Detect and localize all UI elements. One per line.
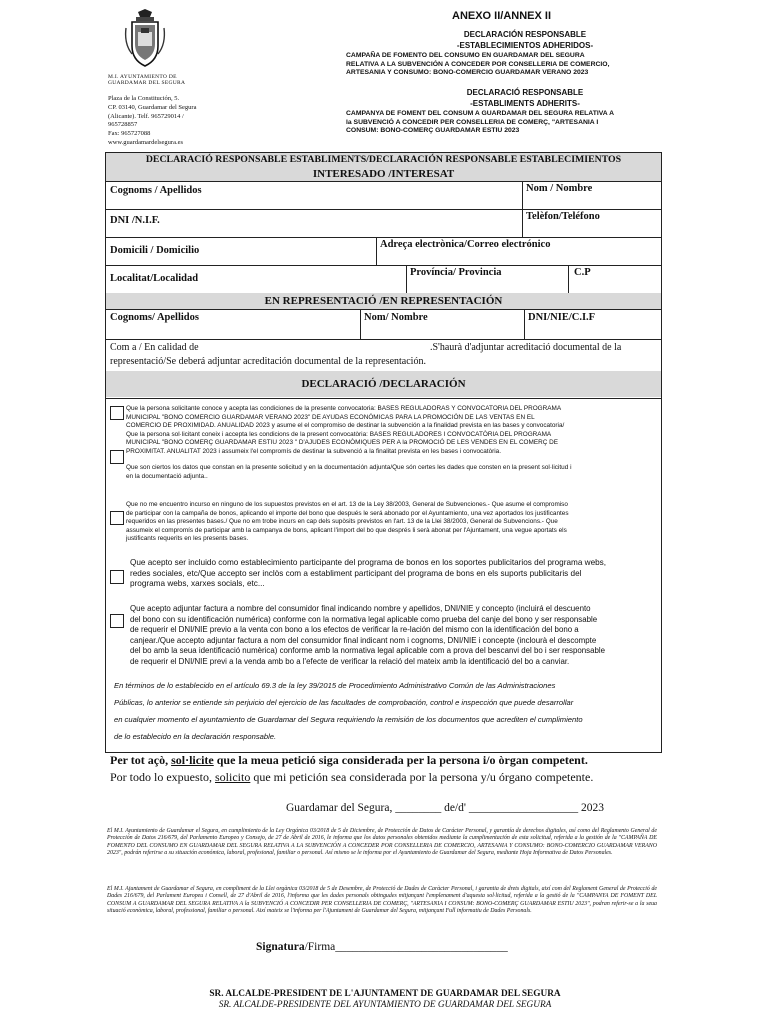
- postal-code-label: C.P: [574, 267, 591, 278]
- declaration-text-line: Que la persona solicitante conoce y acepta las condiciones de la presente convocatoria: BASES REGULADORAS Y CONVOCATORIA DEL PROGRAMA: [126, 405, 562, 412]
- es-subtitle-line: CAMPAÑA DE FOMENTO DEL CONSUMO EN GUARDAMAR DEL SEGURA: [346, 52, 585, 59]
- declaration-text-line: programa webs, xarxes socials, etc...: [130, 579, 265, 589]
- interesado-header: INTERESADO /INTERESAT: [106, 167, 661, 182]
- address-block: [108, 95, 196, 148]
- province-label: Província/ Provincia: [410, 267, 502, 278]
- legal-notice-line: de lo establecido en la declaración responsable.: [114, 732, 277, 741]
- declaration-text-line: del bo amb la seua identificació numèrica) conforme amb la normativa legal aplicable com a prova del bescanvi del bo i ser responsable: [130, 646, 606, 656]
- email-label: Adreça electrònica/Correo electrónico: [380, 239, 551, 250]
- surname-label: Cognoms / Apellidos: [110, 185, 202, 196]
- declaration-text-line: assumeix el compromís de participar amb la campanya de bons, aplicant l'import del bo que després li serà abonat per l'Ajuntament, una vegue aportats els: [126, 526, 567, 534]
- request-es-verb: solicito: [215, 770, 251, 784]
- declaration-text-line: redes sociales, etc/Que accepto ser inclòs com a establiment participant del programa de bons en els suports publicitaris del: [130, 568, 582, 578]
- declaration-checkbox-3[interactable]: [110, 511, 124, 525]
- declaration-text-line: MUNICIPAL "BONO COMERÇ GUARDAMAR ESTIU 2023 " D'AJUDES ECONÒMIQUES PER A la PROMOCIÓ DE LES VENDES EN EL COMERÇ DE: [126, 439, 558, 447]
- municipality-name-line1: M.I. AYUNTAMIENTO DE: [108, 74, 177, 80]
- declaration-header: DECLARACIÓ /DECLARACIÓN: [106, 371, 661, 397]
- declaration-text-line: Que son ciertos los datos que constan en la presente solicitud y en la documentación adjunta/Que són certes les dades que consten en la present sol·licitud i: [126, 464, 572, 471]
- va-title-line2: -ESTABLIMENTS ADHERITS-: [470, 99, 580, 108]
- va-subtitle-line: la SUBVENCIÓ A CONCEDIR PER CONSELLERIA DE COMERÇ, "ARTESANIA I: [346, 118, 599, 126]
- declaration-section: [105, 397, 662, 753]
- row-locality-province: [106, 265, 661, 294]
- address-line: 965728857: [108, 121, 138, 129]
- signature-line: [256, 941, 508, 953]
- row-capacity: [106, 339, 661, 372]
- declaration-text-line: Que la persona sol·licitant coneix i accepta les condicions de la present convocatòria: BASES REGULADORES I CONVOCATÒRIA DEL PROGRAMA: [126, 430, 552, 438]
- va-subtitle: [346, 110, 614, 136]
- signature-field: /Firma______________________________: [304, 941, 508, 953]
- address-line: Plaza de la Constitución, 5.: [108, 95, 180, 102]
- declaration-text-line: Que acepto ser incluido como establecimiento participante del programa de bonos en los soportes publicitarios del programa webs,: [130, 558, 607, 567]
- address-line: Fax: 965727088: [108, 130, 151, 138]
- signature-label: Signatura: [256, 941, 305, 953]
- request-valencian: [110, 753, 588, 768]
- row-surname-name: [106, 181, 661, 210]
- declaration-item-1: [126, 405, 656, 457]
- request-spanish: [110, 770, 593, 785]
- declaration-text-line: Que acepto adjuntar factura a nombre del consumidor final indicando nombre y apellidos, DNI/NIE y concepto (incluirá el descuento: [130, 604, 591, 613]
- declaration-text-line: de requerir el DNI/NIE previo a la venta con bono a los efectos de verificar la re-lación del mismo con la identificación del bono a: [130, 625, 579, 635]
- applicant-form: [105, 152, 662, 399]
- es-subtitle-line: RELATIVA A LA SUBVENCIÓN A CONCEDER POR CONSELLERIA DE COMERCIO,: [346, 60, 610, 68]
- row-dni-phone: [106, 209, 661, 238]
- declaration-text-line: Que no me encuentro incurso en ninguno de los supuestos previstos en el art. 13 de la Ley 38/2003, General de Subvenciones.- Que asume el compromiso: [126, 501, 568, 508]
- municipality-name-line2: GUARDAMAR DEL SEGURA: [108, 80, 186, 86]
- privacy-notice-es: El M.I. Ayuntamiento de Guardamar el Segura, en cumplimiento de la Ley Orgánica 03/2018 de 5 de Diciembre, de Protección de Datos de Carácter Personal, y garantía de derechos digitales, así como del Reglamento General de Protección de Datos 216/679, del Parlamento Europeo y Consejo, de 27 de Abril de 2016, le informa que los datos personales obtenidos mediante la cumplimentación de esta solicitud, referida a la gestión de la "CAMPAÑA DE FOMENTO DEL CONSUMO EN GUARDAMAR DEL SEGURA RELATIVA A LA SUBVENCIÓN A CONCEDER POR CONSELLERIA DE COMERCIO, ARTESANIA Y CONSUMO: BONO-COMERCIO GUARDAMAR VERANO 2023", podrán referirse a su situación económica, laboral, profesional, familiar o personal. Así mismo se le informa por el Ayuntamiento de Guardamar del Segura, mediante Hoja Informativa de Datos Personales.: [107, 828, 657, 857]
- declaration-text-line: MUNICIPAL "BONO COMERCIO GUARDAMAR VERANO 2023" DE AYUDAS ECONÓMICAS PARA LA PROMOCIÓN DE LAS VENTAS EN EL: [126, 413, 535, 421]
- legal-notice-line: Públicas, lo anterior se entiende sin perjuicio del ejercicio de las facultades de comprobación, control e inspección que puede desarrollar: [114, 698, 574, 707]
- legal-notice-line: En términos de lo establecido en el artículo 69.3 de la ley 39/2015 de Procedimiento Administrativo Común de las Administraciones: [114, 681, 556, 690]
- va-subtitle-line: CAMPANYA DE FOMENT DEL CONSUM A GUARDAMAR DEL SEGURA RELATIVA A: [346, 110, 614, 117]
- declaration-checkbox-1b[interactable]: [110, 450, 124, 464]
- declaration-text-line: de participar con la campaña de bonos, aplicando el importe del bono que después le será abonado por el Ayuntamiento, una vez aportados los justificantes: [126, 509, 569, 517]
- declaration-text-line: PROXIMITAT. ANUALITAT 2023 i assumeix l'el compromís de destinar la subvenció a la finalitat prevista en les bases i convocatòria.: [126, 447, 501, 455]
- es-title-line1: DECLARACIÓN RESPONSABLE: [463, 30, 587, 39]
- capacity-note-line2: representació/Se deberá adjuntar acreditación documental de la representación.: [110, 356, 426, 367]
- website-link[interactable]: www.guardamardelsegura.es: [108, 138, 184, 146]
- declaration-text-line: del bono con su identificación numérica) conforme con la normativa legal aplicable como prueba del canje del bono y ser responsable: [130, 614, 598, 624]
- request-va-verb: sol·licite: [171, 753, 214, 767]
- privacy-notice-va: El M.I. Ajuntament de Guardamar el Segura, en compliment de la Llei orgànica 03/2018 de 5 de Desembre, de Protecció de Dades de Caràcter Personal, i garantia de drets digitals, així com del Reglament General de Protecció de Dades 216/679, del Parlament Europeu i Consell, de 27 d'Abril de 2016, l'informa que les dades personals obtingudes mitjançant l'emplenament d'aquesta sol·licitud, referida a la gestió de la "CAMPANYA DE FOMENT DEL CONSUM A GUARDAMAR DEL SEGURA RELATIVA A la SUBVENCIÓ A CONCEDIR PER CONSELLERIA DE COMERÇ, "ARTESANIA I CONSUM: BONO-COMERÇ GUARDAMAR ESTIU 2023", podran referir-se a la seua situació econòmica, laboral, professional, familiar o personal. Així mateix se l'informa per l'Ajuntament de Guardamar del Segura, mitjançant Full informatiu de Dades Personals.: [107, 886, 657, 915]
- declaration-item-3: [126, 501, 656, 544]
- rep-name-label: Nom/ Nombre: [364, 312, 428, 323]
- rep-dni-label: DNI/NIE/C.I.F: [528, 312, 596, 323]
- locality-label: Localitat/Localidad: [110, 273, 199, 284]
- declaration-text-line: canjear./Que accepto adjuntar factura a nom del consumidor final indicant nom i cognoms, DNI/NIE i concepte (inclourà el descompte: [130, 635, 597, 645]
- address-line: CP. 03140, Guardamar del Segura: [108, 103, 197, 111]
- va-title-line1: DECLARACIÓ RESPONSABLE: [466, 88, 584, 97]
- es-subtitle-line: ARTESANIA Y CONSUMO: BONO-COMERCIO GUARDAMAR VERANO 2023: [346, 69, 589, 77]
- row-address-email: [106, 237, 661, 266]
- legal-notice: [114, 677, 656, 745]
- es-title-line2: -ESTABLECIMIENTOS ADHERIDOS-: [456, 41, 594, 50]
- declaration-item-2: [126, 464, 656, 481]
- declaration-text-line: requeridos en las presentes bases./ Que no em trobe incurs en cap dels supòsits previstos en l'art. 13 de la Llei 38/2003, General de Subvencions.- Que: [126, 518, 558, 526]
- request-va-suffix: que la meua petició siga considerada per la persona i/o òrgan competent.: [216, 753, 588, 767]
- legal-notice-line: en cualquier momento el ayuntamiento de Guardamar del Segura requiriendo la remisión de los documentos que acrediten el cumplimiento: [114, 715, 583, 724]
- declaration-text-line: de requerir el DNI/NIE previ a la venda amb bo a l'efecte de verificar la relació del mateix amb la identificació del bo a canviar.: [130, 656, 570, 666]
- row-representative: [106, 309, 661, 340]
- declaration-item-4: [130, 558, 656, 590]
- es-subtitle: [346, 52, 609, 78]
- declaration-text-line: justificants requerits en les presents bases.: [126, 535, 249, 543]
- annex-title: ANEXO II/ANNEX II: [452, 10, 552, 22]
- form-main-header: DECLARACIÓ RESPONSABLE ESTABLIMENTS/DECLARACIÓN RESPONSABLE ESTABLECIMIENTOS: [106, 153, 661, 168]
- declaration-checkbox-4[interactable]: [110, 570, 124, 584]
- va-subtitle-line: CONSUM: BONO-COMERÇ GUARDAMAR ESTIU 2023: [346, 127, 520, 135]
- declaration-checkbox-1[interactable]: [110, 406, 124, 420]
- address-label: Domicili / Domicilio: [110, 245, 200, 256]
- phone-label: Telèfon/Teléfono: [526, 211, 600, 222]
- address-line: (Alicante). Telf. 965729014 /: [108, 112, 184, 120]
- capacity-label: Com a / En calidad de: [110, 342, 199, 353]
- rep-surname-label: Cognoms/ Apellidos: [110, 312, 199, 323]
- request-va-prefix: Per tot açò,: [110, 753, 169, 767]
- declaration-item-5: [130, 604, 656, 668]
- name-label: Nom / Nombre: [526, 183, 593, 194]
- declaration-text-line: COMERCIO DE PROXIMIDAD. ANUALIDAD 2023 y asume el el compromiso de destinar la subvención a la finalidad prevista en las bases y convocatoria/: [126, 422, 565, 430]
- request-es-prefix: Por todo lo expuesto,: [110, 770, 212, 784]
- request-es-suffix: que mi petición sea considerada por la persona y/u órgano competente.: [253, 770, 594, 784]
- capacity-note: .S'haurà d'adjuntar acreditació documental de la: [430, 342, 622, 353]
- declaration-text-line: en la documentació adjunta..: [126, 472, 208, 480]
- addressee-valencian: SR. ALCALDE-PRESIDENT DE L'AJUNTAMENT DE GUARDAMAR DEL SEGURA: [209, 989, 561, 999]
- date-line: Guardamar del Segura, ________ de/d' ___________________ 2023: [286, 802, 604, 814]
- dni-label: DNI /N.I.F.: [110, 215, 160, 226]
- declaration-checkbox-5[interactable]: [110, 614, 124, 628]
- representation-header: EN REPRESENTACIÓ /EN REPRESENTACIÓN: [106, 293, 661, 310]
- addressee-spanish: SR. ALCALDE-PRESIDENTE DEL AYUNTAMIENTO DE GUARDAMAR DEL SEGURA: [218, 1000, 552, 1010]
- municipal-crest-logo: [122, 8, 168, 70]
